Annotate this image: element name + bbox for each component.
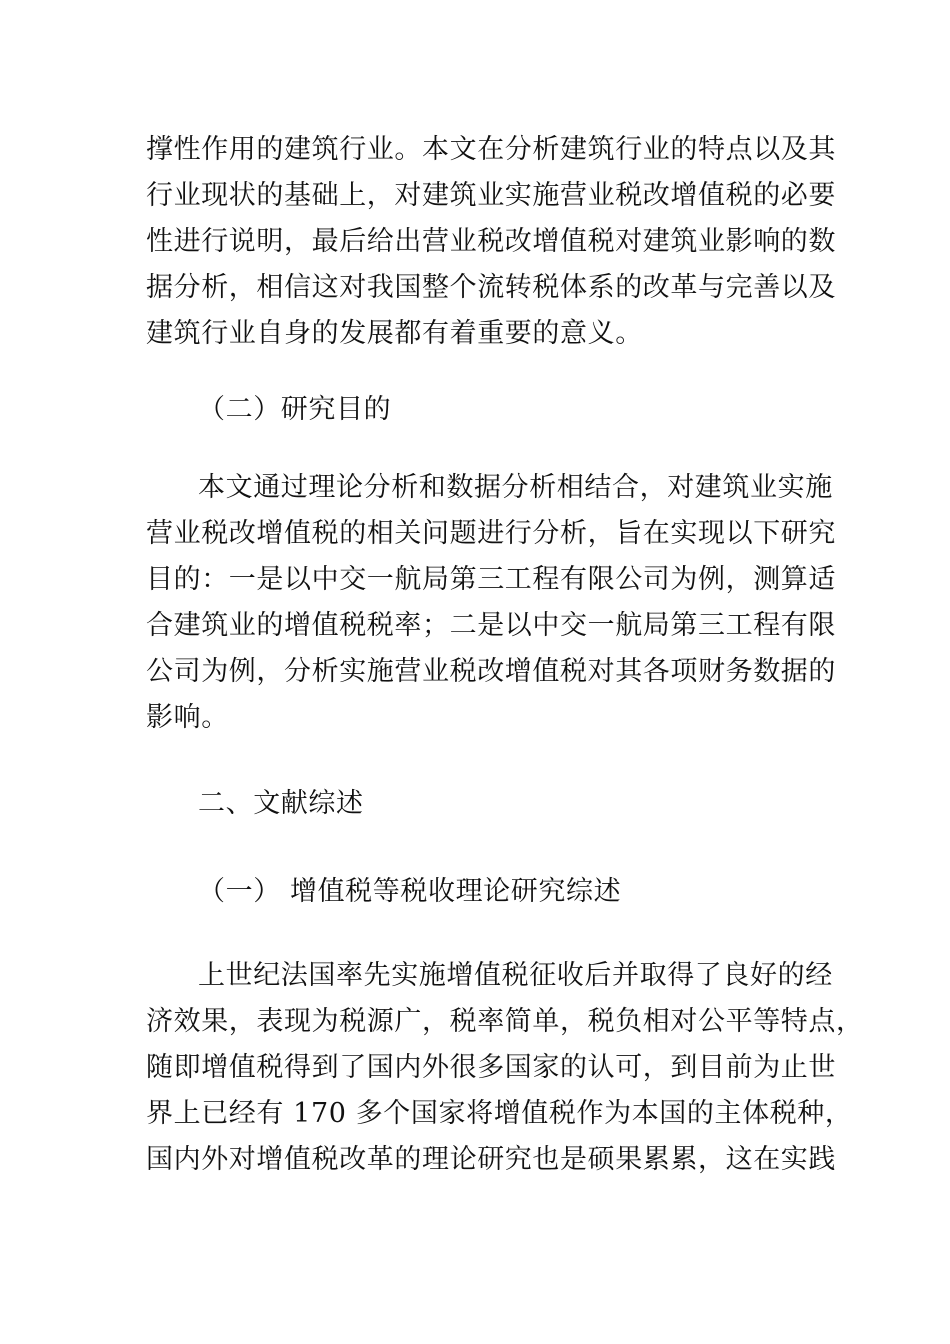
paragraph-line: 本文通过理论分析和数据分析相结合，对建筑业实施 [198, 472, 833, 503]
paragraph-line: 合建筑业的增值税税率；二是以中交一航局第三工程有限 [146, 610, 836, 641]
paragraph-line: 界上已经有 170 多个国家将增值税作为本国的主体税种， [146, 1098, 853, 1129]
paragraph-line: 随即增值税得到了国内外很多国家的认可，到目前为止世 [146, 1052, 836, 1083]
section-heading-literature-review: 二、文献综述 [198, 788, 364, 819]
paragraph-line: 性进行说明，最后给出营业税改增值税对建筑业影响的数 [146, 226, 836, 257]
paragraph-line: 济效果，表现为税源广，税率简单，税负相对公平等特点， [146, 1006, 864, 1037]
paragraph-line: 撑性作用的建筑行业。本文在分析建筑行业的特点以及其 [146, 134, 836, 165]
section-heading-research-purpose: （二）研究目的 [198, 394, 392, 425]
paragraph-line: 行业现状的基础上，对建筑业实施营业税改增值税的必要 [146, 180, 836, 211]
paragraph-line: 上世纪法国率先实施增值税征收后并取得了良好的经 [198, 960, 833, 991]
paragraph-line: 国内外对增值税改革的理论研究也是硕果累累，这在实践 [146, 1144, 836, 1175]
paragraph-line: 据分析，相信这对我国整个流转税体系的改革与完善以及 [146, 272, 836, 303]
paragraph-line: 建筑行业自身的发展都有着重要的意义。 [146, 318, 643, 349]
paragraph-line: 营业税改增值税的相关问题进行分析，旨在实现以下研究 [146, 518, 836, 549]
paragraph-line: 影响。 [146, 702, 229, 733]
paragraph-line: 目的：一是以中交一航局第三工程有限公司为例，测算适 [146, 564, 836, 595]
section-heading-vat-theory: （一） 增值税等税收理论研究综述 [198, 876, 622, 907]
paragraph-line: 公司为例，分析实施营业税改增值税对其各项财务数据的 [146, 656, 836, 687]
